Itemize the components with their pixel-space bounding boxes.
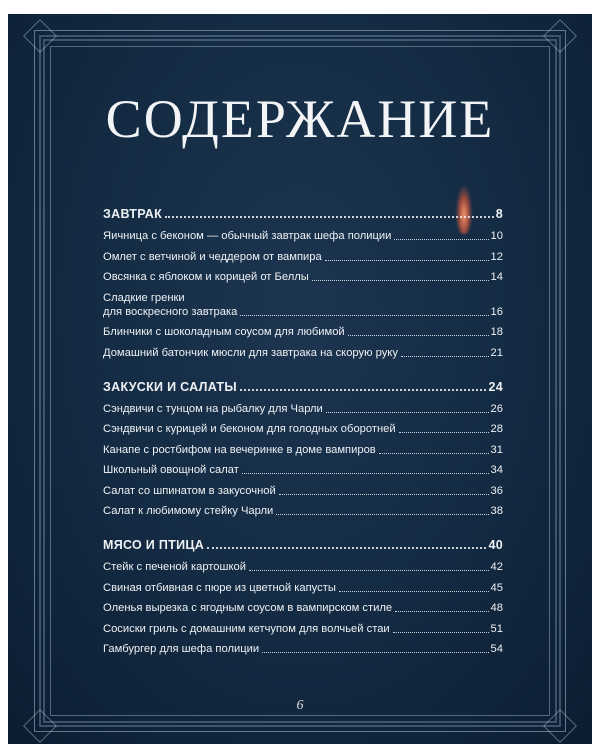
toc-entry[interactable] [103,622,503,636]
entry-page-number: 12 [490,250,503,263]
dot-leader [262,652,488,653]
section-page-number: 40 [488,538,503,552]
toc-entry[interactable] [103,402,503,416]
toc-entry[interactable] [103,504,503,518]
section-page-number: 8 [495,207,503,221]
toc-entry[interactable] [103,270,503,284]
toc-entry[interactable] [103,443,503,457]
toc-entry[interactable] [103,325,503,339]
entry-title: Салат к любимому стейку Чарли [103,505,274,517]
page-title: СОДЕРЖАНИЕ [105,89,495,149]
entry-page-number: 14 [490,271,503,283]
entry-title: Школьный овощной салат [103,464,239,476]
entry-title: Сладкие гренки для воскресного завтрака [103,291,238,318]
toc-entry[interactable] [103,291,503,319]
entry-title: Овсянка с яблоком и корицей от Беллы [103,271,309,283]
dot-leader [279,494,489,495]
entry-title: Блинчики с шоколадным соусом для любимой [103,326,345,338]
entry-title: Свиная отбивная с пюре из цветной капусты [103,581,336,594]
entry-title: Сосиски гриль с домашним кетчупом для волчьей стаи [103,622,390,635]
toc-section-heading[interactable] [103,380,503,394]
toc-entry[interactable] [103,463,503,477]
section-title: ЗАКУСКИ И САЛАТЫ [103,379,237,394]
entry-page-number: 42 [490,561,503,573]
entry-page-number: 31 [490,443,503,456]
dot-leader [240,315,488,316]
toc-section [103,538,503,656]
entry-title: Оленья вырезка с ягодным соусом в вампирском стиле [103,602,393,614]
entry-title: Салат со шпинатом в закусочной [103,484,276,497]
dot-leader [339,591,489,592]
dot-leader [393,632,489,633]
entry-page-number: 21 [490,346,503,359]
dot-leader [312,280,489,281]
dot-leader [207,547,486,549]
dot-leader [401,356,489,357]
section-page-number: 24 [488,379,503,394]
entry-page-number: 10 [490,230,503,242]
section-title: МЯСО И ПТИЦА [103,538,205,552]
entry-page-number: 16 [490,305,503,318]
entry-page-number: 26 [490,402,503,415]
toc-entry[interactable] [103,581,503,595]
dot-leader [276,514,488,515]
dot-leader [394,239,488,240]
entry-page-number: 36 [490,484,503,497]
toc-entry[interactable] [103,422,503,436]
toc-section-heading[interactable] [103,538,503,552]
toc-entry[interactable] [103,346,503,360]
page-number: 6 [296,698,304,713]
toc-entry[interactable] [103,229,503,243]
dot-leader [395,611,488,612]
entry-page-number: 28 [490,423,503,435]
toc-entry[interactable] [103,601,503,615]
dot-leader [399,432,489,433]
entry-page-number: 48 [490,602,503,614]
entry-title: Сэндвичи с курицей и беконом для голодных оборотней [103,423,396,435]
toc-entry[interactable] [103,560,503,574]
section-title: ЗАВТРАК [103,207,163,221]
toc-entry[interactable] [103,484,503,498]
dot-leader [325,260,489,261]
entry-title: Омлет с ветчиной и чеддером от вампира [103,250,322,263]
entry-page-number: 51 [490,622,503,635]
dot-leader [242,473,489,474]
entry-title: Канапе с ростбифом на вечеринке в доме вампиров [103,443,376,456]
entry-page-number: 38 [490,505,503,517]
entry-page-number: 34 [490,464,503,476]
entry-page-number: 54 [490,643,503,655]
toc-section [103,207,503,360]
dot-leader [348,335,489,336]
dot-leader [326,412,489,413]
dot-leader [249,570,489,571]
entry-title: Сэндвичи с тунцом на рыбалку для Чарли [103,402,323,415]
book-page [8,14,592,744]
entry-page-number: 18 [490,326,503,338]
dot-leader [240,389,487,391]
toc-entry[interactable] [103,250,503,264]
toc-section [103,380,503,519]
entry-title: Стейк с печеной картошкой [103,561,246,573]
dot-leader [379,453,489,454]
table-of-contents [103,207,503,676]
entry-title: Гамбургер для шефа полиции [103,643,260,655]
toc-entry[interactable] [103,642,503,656]
entry-title: Домашний батончик мюсли для завтрака на скорую руку [103,346,398,359]
toc-section-heading[interactable] [103,207,503,221]
entry-page-number: 45 [490,581,503,594]
dot-leader [165,216,494,218]
entry-title: Яичница с беконом — обычный завтрак шефа полиции [103,230,392,242]
